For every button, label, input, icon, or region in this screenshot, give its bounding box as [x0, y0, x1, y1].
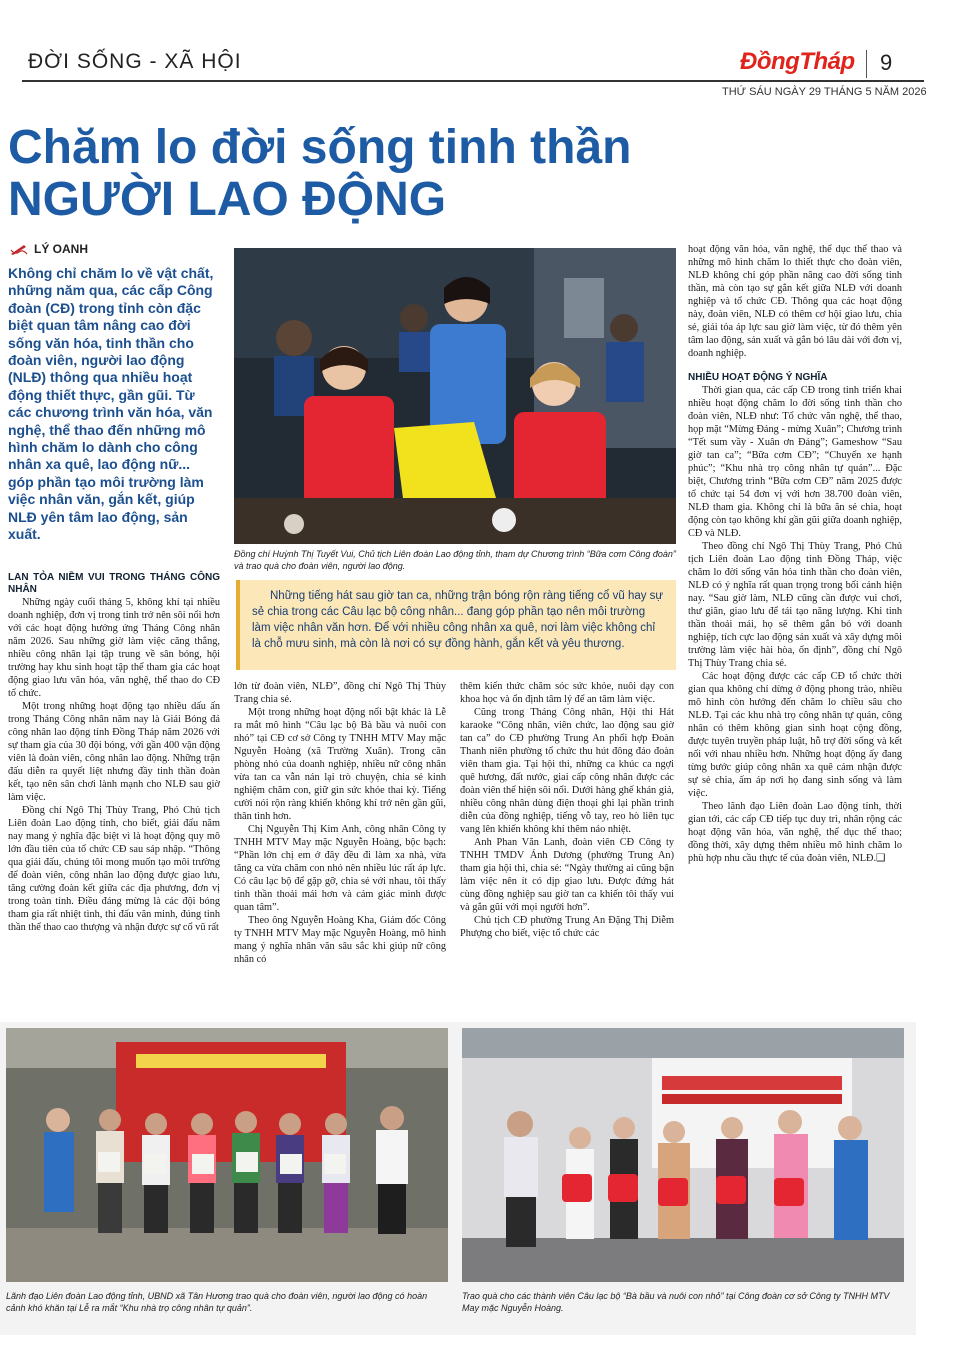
paragraph: Theo đồng chí Ngô Thị Thùy Trang, Phó Chủ tịch Liên đoàn Lao động tỉnh Đồng Tháp, việc chăm lo đời sống văn hóa tinh thần cho đoàn viên, NLĐ có ý nghĩa rất quan trọng trong bối cảnh hiện nay. “Sau giờ làm, NLĐ cũng cần được vui chơi, thư giãn, giao lưu để tái tạo năng lượng. Khi tinh thần thoải mái, họ sẽ thêm gắn bó với doanh nghiệp, tích cực lao động sản xuất và xây dựng môi trường làm việc hài hòa, ổn định”, đồng chí Ngô Thị Thùy Trang chia sẻ. [688, 541, 902, 669]
top-photo [234, 248, 676, 544]
bottom-left-caption: Lãnh đạo Liên đoàn Lao động tỉnh, UBND xã Tân Hương trao quà cho đoàn viên, người lao động có hoàn cảnh khó khăn tại Lễ ra mắt “Khu nhà trọ công nhân tự quản”. [6, 1291, 428, 1313]
newspaper-logo: ĐồngTháp [740, 48, 855, 75]
section-name: ĐỜI SỐNG - XÃ HỘI [28, 50, 242, 73]
subhead-1: LAN TỎA NIỀM VUI TRONG THÁNG CÔNG NHÂN [8, 572, 220, 595]
article-lead: Không chỉ chăm lo về vật chất, những năm qua, các cấp Công đoàn (CĐ) trong tỉnh còn đặc biệt quan tâm nâng cao đời sống văn hóa, tinh thần cho đoàn viên, người lao động (NLĐ) thông qua nhiều hoạt động thiết thực, gần gũi. Từ các chương trình văn hóa, văn nghệ, thể thao đến những mô hình chăm lo dành cho công nhân xa quê, lao động nữ... góp phần tạo môi trường làm việc nhân văn, gắn kết, giúp NLĐ yên tâm lao động, sản xuất. [8, 265, 214, 543]
bottom-right-caption: Trao quà cho các thành viên Câu lạc bộ “Bà bầu và nuôi con nhỏ” tại Công đoàn cơ sở Công ty TNHH MTV May mặc Nguyễn Hoàng. [462, 1291, 890, 1313]
paragraph: Chị Nguyễn Thị Kim Anh, công nhân Công ty TNHH MTV May mặc Nguyễn Hoàng, bộc bạch: “Phần lớn chị em ở đây đều đi làm xa nhà, vừa tăng ca vừa chăm con nhỏ nên nhiều lúc rất áp lực. Có câu lạc bộ để gặp gỡ, chia sẻ với nhau, tôi thấy tinh thần thoải mái hơn và cảm giác mình được quan tâm”. [234, 824, 446, 913]
column-4 [688, 243, 902, 865]
subhead-2: NHIỀU HOẠT ĐỘNG Ý NGHĨA [688, 372, 828, 383]
article-title [8, 122, 908, 226]
paragraph: Đồng chí Ngô Thị Thùy Trang, Phó Chủ tịch Liên đoàn Lao động tỉnh, cho biết, giải đấu năm nay mang ý nghĩa đặc biệt vì là hoạt động quy mô lớn đầu tiên của tổ chức CĐ sau sáp nhập. “Thông qua giải đấu, chúng tôi mong muốn tạo môi trường để đoàn viên, công nhân lao động được giao lưu, tăng cường đoàn kết giữa các địa phương, đơn vị trong toàn tỉnh. Điều đáng mừng là các đội bóng tham gia rất nhiệt tình, thi đấu văn minh, đúng tinh thần thể thao cao thượng và nhận được sự cổ vũ rất [8, 805, 220, 933]
photo-union-meal [234, 248, 676, 544]
photo-mothers-club [462, 1028, 904, 1282]
header-divider [866, 50, 867, 78]
column-2 [234, 680, 446, 966]
paragraph: Thời gian qua, các cấp CĐ trong tỉnh triển khai nhiều hoạt động chăm lo đời sống tinh thần cho đoàn viên, NLĐ như: Tổ chức văn nghệ, thể thao, họp mặt “Mừng Đảng - mừng Xuân”; Chương trình “Tết sum vầy - Xuân ơn Đảng”; Gameshow “Sau giờ tan ca”; “Bữa cơm CĐ”; “Chuyến xe hạnh phúc”; “Khu nhà trọ công nhân tự quản”... Đặc biệt, Chương trình “Bữa cơm CĐ” năm 2025 được tổ chức tại 54 đơn vị với hơn 38.700 đoàn viên, NLĐ tham gia. Không chỉ là bữa ăn sẻ chia, hoạt động còn tạo không khí gần gũi giữa doanh nghiệp, CĐ và NLĐ. [688, 385, 902, 539]
paragraph: Những ngày cuối tháng 5, không khí tại nhiều doanh nghiệp, đơn vị trong tỉnh trở nên sôi nổi hơn với các hoạt động hưởng ứng Tháng Công nhân năm 2026. Sau những giờ làm việc căng thẳng, nhiều công nhân lại tập trung về sân bóng, hội trường hay khu sinh hoạt tập thể tham gia các hoạt động giao lưu văn hóa, văn nghệ, thể thao do CĐ tổ chức. [8, 597, 220, 699]
paragraph: Một trong những hoạt động tạo nhiều dấu ấn trong Tháng Công nhân năm nay là Giải Bóng đá công nhân lao động tỉnh Đồng Tháp năm 2026 với sự tham gia của 30 đội bóng, với gần 400 vận động viên là đoàn viên, công nhân lao động. Những trận đấu diễn ra quyết liệt nhưng đầy tinh thần đoàn kết, tạo nên sân chơi lành mạnh cho NLĐ sau giờ làm việc. [8, 701, 220, 803]
paragraph: lớn từ đoàn viên, NLĐ”, đồng chí Ngô Thị Thùy Trang chia sẻ. [234, 681, 446, 705]
paragraph: Cũng trong Tháng Công nhân, Hội thi Hát karaoke “Công nhân, viên chức, lao động sau giờ tan ca” do CĐ phường Trung An phối hợp Đoàn Thanh niên phường tổ chức thu hút đông đảo đoàn viên tham gia. Tại hội thi, những ca khúc ca ngợi quê hương, đất nước, giai cấp công nhân được các đoàn viên thể hiện sôi nổi. Dưới hàng ghế khán giả, nhiều công nhân dùng điện thoại ghi lại phần trình diễn của đồng nghiệp, tiếng vỗ tay, reo hò liên tục vang lên khiến không khí thêm náo nhiệt. [460, 707, 674, 835]
title-line-1: Chăm lo đời sống tinh thần [8, 121, 632, 174]
paragraph: Anh Phan Văn Lanh, đoàn viên CĐ Công ty TNHH TMDV Ánh Dương (phường Trung An) tham gia hội thi, chia sẻ: “Ngày thường ai cũng bận làm việc nên ít có dịp giao lưu. Được đứng hát cùng đồng nghiệp sau giờ tan ca khiến tôi thấy vui và gắn gũi với mọi người hơn”. [460, 837, 674, 913]
column-1 [8, 568, 220, 934]
header-rule [22, 80, 924, 82]
pull-quote [236, 580, 676, 670]
title-line-2: NGƯỜI LAO ĐỘNG [8, 173, 447, 226]
paragraph: Các hoạt động được các cấp CĐ tổ chức thời gian qua không chỉ dừng ở động phong trào, nhiều mô hình còn hướng đến chăm lo chiều sâu cho NLĐ. Tại các khu nhà trọ công nhân tự quản, công nhân có thêm không gian sinh hoạt cộng đồng, được tuyên truyền pháp luật, hỗ trợ đời sống và kết nối với nhau nhiều hơn. Những hoạt động ấy đang từng bước giúp công nhân xa quê cảm nhận được sự sẻ chia, ấm áp nơi họ đang sinh sống và làm việc. [688, 671, 902, 799]
photo-boarding-house-launch [6, 1028, 448, 1282]
pen-icon [10, 244, 28, 256]
bottom-left-photo [6, 1028, 448, 1282]
top-photo-caption: Đồng chí Huỳnh Thị Tuyết Vui, Chủ tịch Liên đoàn Lao động tỉnh, tham dự Chương trình “Bữa cơm Công đoàn” và trao quà cho đoàn viên, người lao động. [234, 549, 676, 571]
paragraph: Một trong những hoạt động nổi bật khác là Lễ ra mắt mô hình “Câu lạc bộ Bà bầu và nuôi con nhỏ” tại CĐ cơ sở Công ty TNHH MTV May mặc Nguyễn Hoàng (xã Trường Xuân). Trong căn phòng nhỏ của doanh nghiệp, nhiều nữ công nhân vừa tan ca vẫn nán lại trò chuyện, chia sẻ kinh nghiệm chăm con, giữ gìn sức khỏe thai kỳ. Tiếng cười nói rộn ràng khiến không khí trở nên gần gũi, thân tình hơn. [234, 707, 446, 822]
paragraph: hoạt động văn hóa, văn nghệ, thể dục thể thao và những mô hình chăm lo thiết thực cho đoàn viên, NLĐ không chỉ góp phần nâng cao đời sống tinh thần, mà còn tạo sự gắn kết giữa NLĐ với doanh nghiệp và tổ chức CĐ. Thông qua các hoạt động này, đoàn viên, NLĐ có thêm cơ hội giao lưu, chia sẻ, giải tỏa áp lực sau giờ làm việc, từ đó thêm yên tâm lao động, sản xuất và gắn bó lâu dài với đơn vị, doanh nghiệp. [688, 244, 902, 359]
page-number: 9 [880, 50, 893, 75]
byline [10, 242, 88, 256]
paragraph: Theo lãnh đạo Liên đoàn Lao động tỉnh, thời gian tới, các cấp CĐ tiếp tục duy trì, nhân rộng các hoạt động văn hóa, văn nghệ, thể dục thể thao; đồng thời, xây dựng thêm nhiều mô hình chăm lo phù hợp nhu cầu thực tế của đoàn viên, NLĐ.❑ [688, 801, 902, 864]
paragraph: Theo ông Nguyễn Hoàng Kha, Giám đốc Công ty TNHH MTV May mặc Nguyễn Hoàng, mô hình mang ý nghĩa nhân văn sâu sắc khi giúp nữ công nhân có [234, 915, 446, 965]
paragraph: Chủ tịch CĐ phường Trung An Đặng Thị Diễm Phượng cho biết, việc tổ chức các [460, 915, 674, 939]
author-name: LÝ OANH [34, 242, 88, 256]
paragraph: thêm kiến thức chăm sóc sức khỏe, nuôi dạy con khoa học và ổn định tâm lý để an tâm làm việc. [460, 681, 674, 705]
column-3 [460, 680, 674, 940]
issue-date: THỨ SÁU NGÀY 29 THÁNG 5 NĂM 2026 [722, 86, 927, 98]
bottom-right-photo [462, 1028, 904, 1282]
pull-quote-text: Những tiếng hát sau giờ tan ca, những trận bóng rộn ràng tiếng cổ vũ hay sự sẻ chia trong các Câu lạc bộ công nhân... đang góp phần tạo nên môi trường làm việc nhân văn hơn. Để với nhiều công nhân xa quê, nơi làm việc không chỉ là chỗ mưu sinh, mà còn là nơi có sự đồng hành, gắn kết và yêu thương. [252, 590, 664, 650]
